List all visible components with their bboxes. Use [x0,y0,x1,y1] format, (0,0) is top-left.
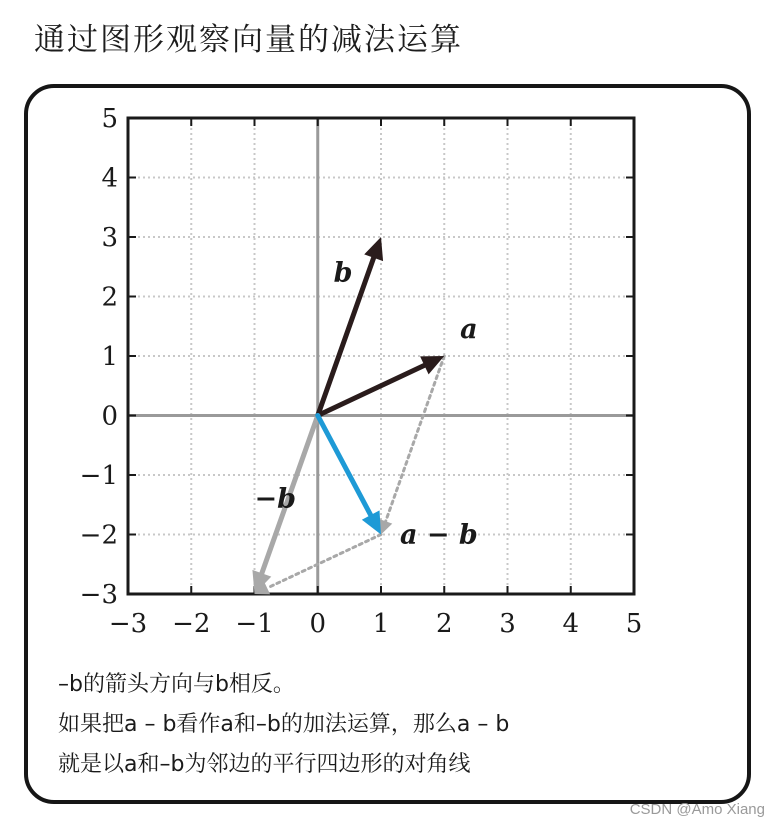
label-a: a [460,314,478,346]
y-tick-label: 0 [101,401,118,432]
watermark: CSDN @Amo Xiang [629,801,765,818]
y-tick-label: 3 [101,223,118,253]
y-tick-label: −1 [79,461,118,491]
guide-diff-to-negb [267,535,381,589]
label-neg-b: −b [254,483,297,515]
x-tick-label: 0 [309,609,327,639]
tick-labels [80,104,643,639]
caption-line-1: –b的箭头方向与b相反。 [58,672,295,697]
y-tick-label: −2 [79,520,118,551]
y-tick-label: −3 [79,580,118,610]
x-tick-label: −1 [235,609,274,639]
x-tick-label: 1 [372,609,390,639]
x-tick-label: 3 [499,609,516,639]
label-b: b [333,257,353,289]
x-tick-label: 5 [625,609,643,639]
page-title: 通过图形观察向量的减法运算 [34,22,463,58]
x-tick-label: −2 [172,609,211,639]
label-a-minus-b: a − b [399,519,478,551]
x-tick-label: 2 [435,609,453,639]
x-tick-label: 4 [562,609,580,639]
x-tick-label: −3 [108,609,148,639]
vector-a-minus-b [318,416,371,516]
vector-b-arrowhead [364,237,383,261]
y-tick-label: 4 [101,163,118,194]
y-tick-label: 2 [101,282,118,313]
caption-line-2: 如果把a – b看作a和–b的加法运算，那么a – b [58,712,510,737]
caption-line-3: 就是以a和–b为邻边的平行四边形的对角线 [58,752,471,777]
y-tick-label: 1 [101,342,118,372]
y-tick-label: 5 [101,104,118,134]
